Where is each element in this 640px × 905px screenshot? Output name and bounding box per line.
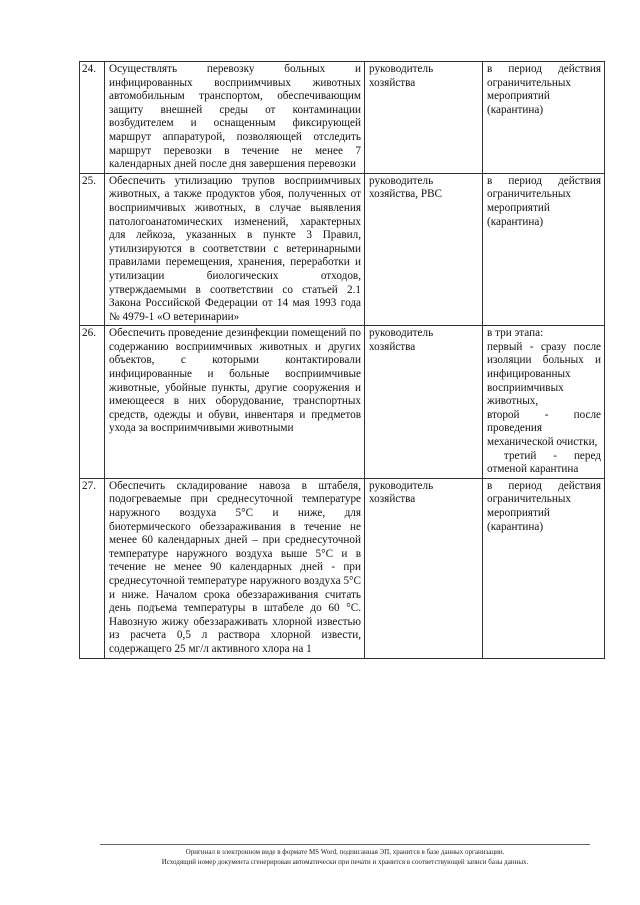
term-line: второй - после проведения механической очистки,: [487, 408, 601, 449]
row-number: 25.: [80, 173, 105, 326]
term-line: третий - перед отменой карантина: [487, 449, 604, 476]
responsible-cell: руководитель хозяйства: [365, 326, 483, 479]
table-row: [80, 326, 605, 479]
term-cell: в период действия ограничительных мероприятий (карантина): [483, 173, 605, 326]
term-line: первый - сразу после изоляции больных и инфицированных восприимчивых животных,: [487, 340, 601, 408]
row-number: 24.: [80, 62, 105, 174]
row-number: 26.: [80, 326, 105, 479]
term-cell: [483, 326, 605, 479]
term-line: в три этапа:: [487, 327, 544, 340]
table-row: [80, 173, 605, 326]
term-cell: в период действия ограничительных мероприятий (карантина): [483, 478, 605, 658]
action-cell: Обеспечить проведение дезинфекции помещений по содержанию восприимчивых животных и других объектов, с которыми контактировали инфицированные и больные восприимчивые животные, убойные пункты, другие сооружения и имеющееся в них оборудование, транспортных средств, одежды и обуви, инвентаря и предметов ухода за восприимчивыми животными: [105, 326, 365, 479]
footer-line: Оригинал в электронном виде в формате MS Word, подписанная ЭП, хранится в базе данных организации.: [185, 848, 505, 856]
page-footer: [100, 844, 590, 867]
responsible-cell: руководитель хозяйства, РВС: [365, 173, 483, 326]
action-cell: Обеспечить складирование навоза в штабеля, подогреваемые при среднесуточной температуре наружного воздуха 5°С и ниже, для биотермического обеззараживания в течение не менее 60 календарных дней – при среднесуточной температуре наружного воздуха выше 5°С и в течение не менее 90 календарных дней - при среднесуточной температуре наружного воздуха 5°С и ниже. Началом срока обеззараживания считать день подъема температуры в штабеле до 60 °С. Навозную жижу обеззараживать хлорной известью из расчета 0,5 л раствора хлорной извести, содержащего 25 мг/л активного хлора на 1: [105, 478, 365, 658]
responsible-cell: руководитель хозяйства: [365, 478, 483, 658]
row-number: 27.: [80, 478, 105, 658]
responsible-cell: руководитель хозяйства: [365, 62, 483, 174]
document-page: [79, 61, 603, 659]
footer-line: Исходящий номер документа сгенерирован автоматически при печати и хранится в соответствующей записи базы данных.: [161, 858, 529, 866]
table-row: [80, 478, 605, 658]
measures-table: [79, 61, 605, 659]
table-row: [80, 62, 605, 174]
term-cell: в период действия ограничительных мероприятий (карантина): [483, 62, 605, 174]
action-cell: Обеспечить утилизацию трупов восприимчивых животных, а также продуктов убоя, полученных от восприимчивых животных, в случае выявления патологоанатомических изменений, характерных для лейкоза, указанных в пункте 3 Правил, утилизируются в соответствии с ветеринарными правилами перемещения, хранения, переработки и утилизации биологических отходов, утверждаемыми в соответствии со статьей 2.1 Закона Российской Федерации от 14 мая 1993 года № 4979-1 «О ветеринарии»: [105, 173, 365, 326]
action-cell: Осуществлять перевозку больных и инфицированных восприимчивых животных автомобильным транспортом, обеспечивающим защиту внешней среды от контаминации возбудителем и оснащенным фиксирующей маршрут аппаратурой, позволяющей отследить маршрут перевозки в течение не менее 7 календарных дней после дня завершения перевозки: [105, 62, 365, 174]
